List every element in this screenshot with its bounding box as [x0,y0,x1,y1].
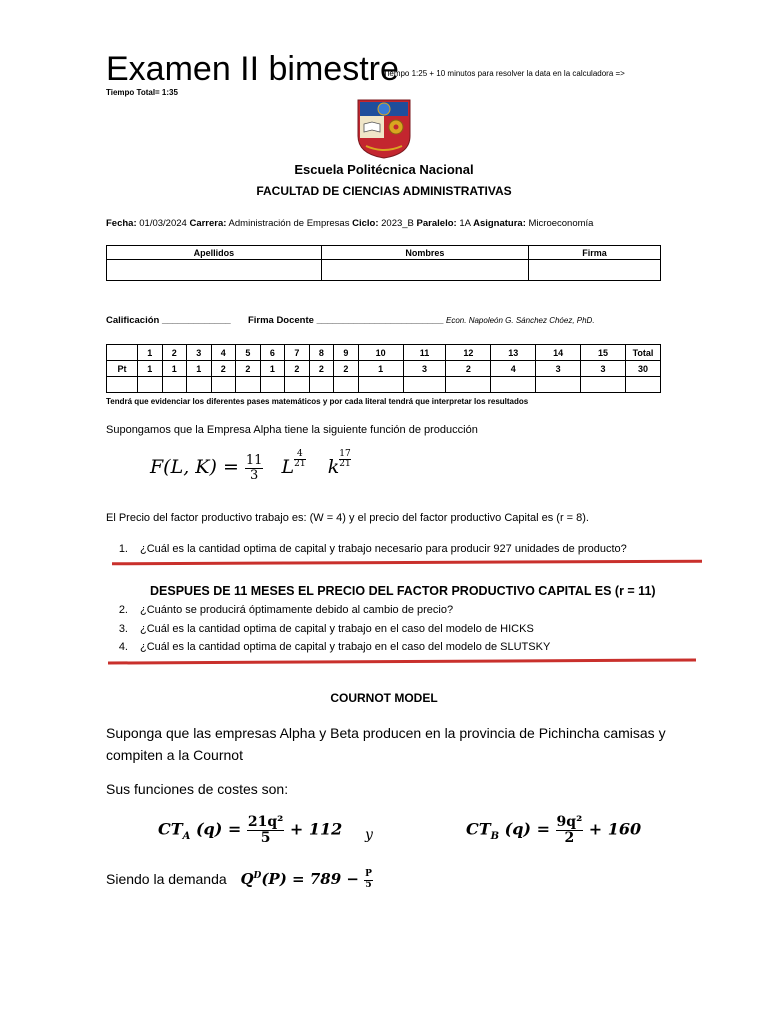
cost-b-den: 2 [564,829,575,846]
question-number: 2. [118,604,128,616]
coefficient-fraction [245,454,264,482]
demand-fraction [364,870,373,890]
instructions: Tendrá que evidenciar los diferentes pases matemáticos y por cada literal tendrá que interpretar los resultados [106,397,529,406]
cournot-paragraph-line-1: Suponga que las empresas Alpha y Beta producen en la provincia de Pichincha camisas y [106,725,666,741]
production-intro: Supongamos que la Empresa Alpha tiene la siguiente función de producción [106,424,478,436]
cost-a-num: 21q² [247,814,284,830]
cost-function-b [466,815,641,845]
points-header: 8 [309,345,334,361]
ciclo-label: Ciclo: [352,218,379,229]
question-2 [106,604,453,616]
cost-b-arg: (q) = [504,819,556,839]
score-cell[interactable] [162,377,187,393]
ciclo-value: 2023_B [381,218,414,229]
points-header: 1 [138,345,163,361]
score-cell[interactable] [581,377,626,393]
school-name: Escuela Politécnica Nacional [294,162,474,177]
cost-a-arg: (q) = [195,819,247,839]
demand-den: 5 [365,879,372,890]
question-number: 1. [118,543,128,555]
points-header: Total [626,345,661,361]
school-crest-icon [356,98,412,160]
question-text: ¿Cuál es la cantidad optima de capital y trabajo en el caso del modelo de SLUTSKY [140,641,551,653]
firma-header: Firma [528,246,660,260]
cost-b-fraction [556,815,584,845]
points-value: 4 [491,361,536,377]
points-total: 30 [626,361,661,377]
grading-line [106,315,595,326]
points-value: 2 [334,361,359,377]
points-value: 3 [536,361,581,377]
question-3 [106,623,534,635]
cost-a-lhs: CT [158,819,183,839]
cost-function-a [158,815,342,845]
cournot-title: COURNOT MODEL [330,691,438,705]
score-cell[interactable] [358,377,403,393]
cournot-paragraph-line-2: compiten a la Cournot [106,747,243,763]
demand-line [106,870,373,890]
cost-a-constant: + 112 [289,819,343,839]
score-cell[interactable] [187,377,212,393]
score-cell[interactable] [260,377,285,393]
score-cell[interactable] [491,377,536,393]
asignatura-label: Asignatura: [473,218,526,229]
score-cell[interactable] [334,377,359,393]
points-value: 2 [285,361,310,377]
score-total-cell[interactable] [626,377,661,393]
demand-num: P [365,869,372,880]
points-header: 11 [403,345,446,361]
labor-exponent [294,450,305,470]
question-text: ¿Cuál es la cantidad optima de capital y trabajo en el caso del modelo de HICKS [140,623,534,635]
time-note: Tiempo 1:25 + 10 minutos para resolver la data en la calculadora => [383,69,625,78]
labor-var: L [281,456,295,479]
points-value: 2 [211,361,236,377]
demand-sup: D [253,871,262,881]
firma-docente-field: Firma Docente ________________________ [247,315,444,326]
points-header: 2 [162,345,187,361]
nombres-cell[interactable] [321,260,528,281]
points-value: 3 [581,361,626,377]
demand-function [240,870,372,888]
connector-y: y [365,827,373,843]
exp1-num: 4 [294,450,305,460]
apellidos-header: Apellidos [107,246,322,260]
cost-b-num: 9q² [556,814,583,830]
calificacion-field: Calificación _____________ [106,315,231,326]
faculty-name: FACULTAD DE CIENCIAS ADMINISTRATIVAS [256,184,512,198]
factor-prices: El Precio del factor productivo trabajo es: (W = 4) y el precio del factor productivo Capital es (r = 8). [106,512,589,524]
exp2-num: 17 [339,449,351,459]
points-header: 12 [446,345,491,361]
points-header: 9 [334,345,359,361]
points-header: 5 [236,345,261,361]
score-cell[interactable] [536,377,581,393]
points-value: 2 [309,361,334,377]
red-underline [112,560,702,566]
formula-lhs: F(L, K) = [150,456,245,479]
cost-b-constant: + 160 [588,819,642,839]
question-number: 3. [118,623,128,635]
points-value: 1 [358,361,403,377]
firma-cell[interactable] [528,260,660,281]
student-table [106,245,661,281]
cost-a-den: 5 [260,829,271,846]
points-row-label: Pt [107,361,138,377]
production-function [150,449,351,499]
points-header: 7 [285,345,310,361]
cost-functions-intro: Sus funciones de costes son: [106,781,289,797]
points-header: 14 [536,345,581,361]
cost-a-sub: A [182,830,191,842]
points-table [106,344,661,393]
exam-meta [106,218,593,229]
capital-exponent [339,450,350,470]
question-number: 4. [118,641,128,653]
points-header: 4 [211,345,236,361]
points-header: 15 [581,345,626,361]
points-header: 6 [260,345,285,361]
score-cell[interactable] [403,377,446,393]
demand-arg: (P) = 789 − [261,870,365,888]
points-header: 10 [358,345,403,361]
carrera-label: Carrera: [189,218,227,229]
fecha-label: Fecha: [106,218,137,229]
paralelo-label: Paralelo: [416,218,457,229]
total-time: Tiempo Total= 1:35 [106,88,178,97]
price-update-heading: DESPUES DE 11 MESES EL PRECIO DEL FACTOR PRODUCTIVO CAPITAL ES (r = 11) [150,584,656,598]
paralelo-value: 1A [459,218,471,229]
capital-var: k [327,456,340,479]
score-cell[interactable] [211,377,236,393]
fecha-value: 01/03/2024 [139,218,187,229]
red-underline [108,658,696,664]
coef-den: 3 [250,467,259,483]
score-cell[interactable] [107,377,138,393]
question-text: ¿Cuánto se producirá óptimamente debido al cambio de precio? [140,604,454,616]
score-cell[interactable] [446,377,491,393]
cost-a-fraction [247,815,284,845]
points-value: 2 [236,361,261,377]
coef-num: 11 [245,453,263,468]
points-value: 1 [187,361,212,377]
apellidos-cell[interactable] [107,260,322,281]
points-header: 3 [187,345,212,361]
demand-label: Siendo la demanda [106,871,227,887]
exp2-den: 21 [339,459,351,470]
exam-title: Examen II bimestre [106,50,399,88]
points-value: 1 [138,361,163,377]
question-1 [106,543,627,555]
question-text: ¿Cuál es la cantidad optima de capital y trabajo necesario para producir 927 unidades de producto? [140,543,627,555]
asignatura-value: Microeconomía [528,218,594,229]
demand-lhs: Q [240,870,254,888]
score-cell[interactable] [138,377,163,393]
question-4 [106,641,550,653]
score-cell[interactable] [285,377,310,393]
carrera-value: Administración de Empresas [228,218,350,229]
teacher-name: Econ. Napoleón G. Sánchez Chóez, PhD. [446,316,595,325]
points-value: 3 [403,361,446,377]
points-header [107,345,138,361]
cost-b-sub: B [490,830,500,842]
points-value: 1 [162,361,187,377]
exp1-den: 21 [294,459,306,470]
score-cell[interactable] [236,377,261,393]
points-value: 1 [260,361,285,377]
nombres-header: Nombres [321,246,528,260]
cost-b-lhs: CT [466,819,491,839]
score-cell[interactable] [309,377,334,393]
points-value: 2 [446,361,491,377]
points-header: 13 [491,345,536,361]
